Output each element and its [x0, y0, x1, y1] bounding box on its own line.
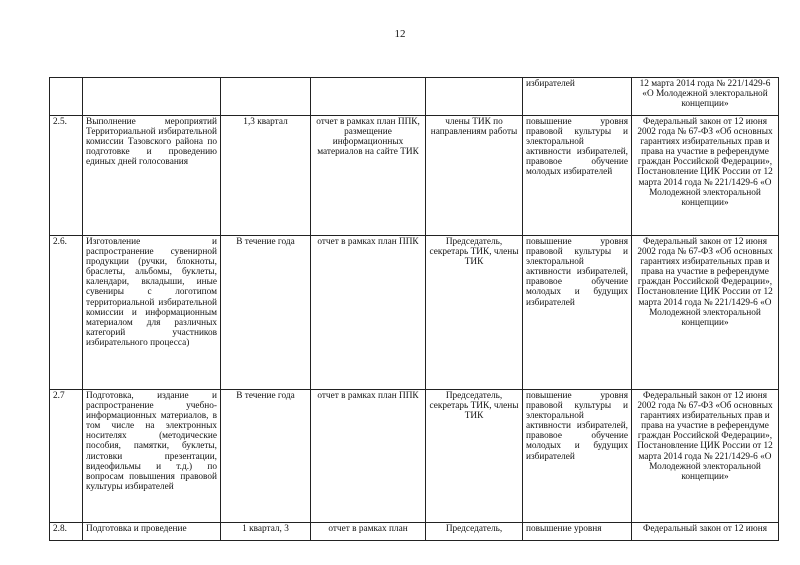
page-number: 12 [394, 28, 406, 40]
legal-basis-cell: Федеральный закон от 12 июня 2002 года № 67-ФЗ «Об основных гарантиях избирательных прав и права на участие в референдуме граждан Российской Федерации», Постановление ЦИК России от 12 марта 2014 года № 221/1429-6 «О Молодежной электоральной концепции» [632, 236, 779, 390]
term-cell [221, 78, 311, 116]
row-number-cell: 2.5. [50, 116, 83, 236]
table-row [50, 236, 779, 390]
result-cell: повышение уровня правовой культуры и электоральной активности избирателей, правовое обучение молодых избирателей [523, 116, 632, 236]
term-cell: В течение года [221, 236, 311, 390]
report-form-cell: отчет в рамках план ППК [311, 390, 426, 523]
event-cell [83, 78, 221, 116]
responsible-cell: Председатель, секретарь ТИК, члены ТИК [426, 390, 523, 523]
responsible-cell: члены ТИК по направлениям работы [426, 116, 523, 236]
event-cell: Изготовление и распространение сувенирной продукции (ручки, блокноты, браслеты, альбомы, буклеты, календари, вкладыши, иные сувениры с логотипом территориальной избирательной комиссии и информационным материалом для различных категорий участников избирательного процесса) [83, 236, 221, 390]
table-row [50, 390, 779, 523]
legal-basis-cell: 12 марта 2014 года № 221/1429-6 «О Молодежной электоральной концепции» [632, 78, 779, 116]
row-number-cell: 2.6. [50, 236, 83, 390]
legal-basis-cell: Федеральный закон от 12 июня 2002 года № 67-ФЗ «Об основных гарантиях избирательных прав и права на участие в референдуме граждан Российской Федерации», Постановление ЦИК России от 12 марта 2014 года № 221/1429-6 «О Молодежной электоральной концепции» [632, 390, 779, 523]
event-cell: Выполнение мероприятий Территориальной избирательной комиссии Тазовского района по подготовке и проведению единых дней голосования [83, 116, 221, 236]
term-cell: В течение года [221, 390, 311, 523]
report-form-cell: отчет в рамках план [311, 523, 426, 541]
row-number-cell [50, 78, 83, 116]
term-cell: 1,3 квартал [221, 116, 311, 236]
report-form-cell: отчет в рамках план ППК, размещение информационных материалов на сайте ТИК [311, 116, 426, 236]
table-row [50, 523, 779, 541]
responsible-cell: Председатель, секретарь ТИК, члены ТИК [426, 236, 523, 390]
result-cell: избирателей [523, 78, 632, 116]
table-row [50, 116, 779, 236]
result-cell: повышение уровня правовой культуры и электоральной активности избирателей, правовое обучение молодых и будущих избирателей [523, 236, 632, 390]
report-form-cell: отчет в рамках план ППК [311, 236, 426, 390]
events-table [49, 77, 779, 541]
row-number-cell: 2.7 [50, 390, 83, 523]
row-number-cell: 2.8. [50, 523, 83, 541]
legal-basis-cell: Федеральный закон от 12 июня [632, 523, 779, 541]
term-cell: 1 квартал, 3 [221, 523, 311, 541]
table-row [50, 78, 779, 116]
result-cell: повышение уровня правовой культуры и электоральной активности избирателей, правовое обучение молодых и будущих избирателей [523, 390, 632, 523]
event-cell: Подготовка, издание и распространение учебно-информационных материалов, в том числе на электронных носителях (методические пособия, памятки, буклеты, листовки презентации, видеофильмы и т.д.) по вопросам повышения правовой культуры избирателей [83, 390, 221, 523]
result-cell: повышение уровня [523, 523, 632, 541]
responsible-cell: Председатель, [426, 523, 523, 541]
event-cell: Подготовка и проведение [83, 523, 221, 541]
responsible-cell [426, 78, 523, 116]
report-form-cell [311, 78, 426, 116]
legal-basis-cell: Федеральный закон от 12 июня 2002 года № 67-ФЗ «Об основных гарантиях избирательных прав и права на участие в референдуме граждан Российской Федерации», Постановление ЦИК России от 12 марта 2014 года № 221/1429-6 «О Молодежной электоральной концепции» [632, 116, 779, 236]
